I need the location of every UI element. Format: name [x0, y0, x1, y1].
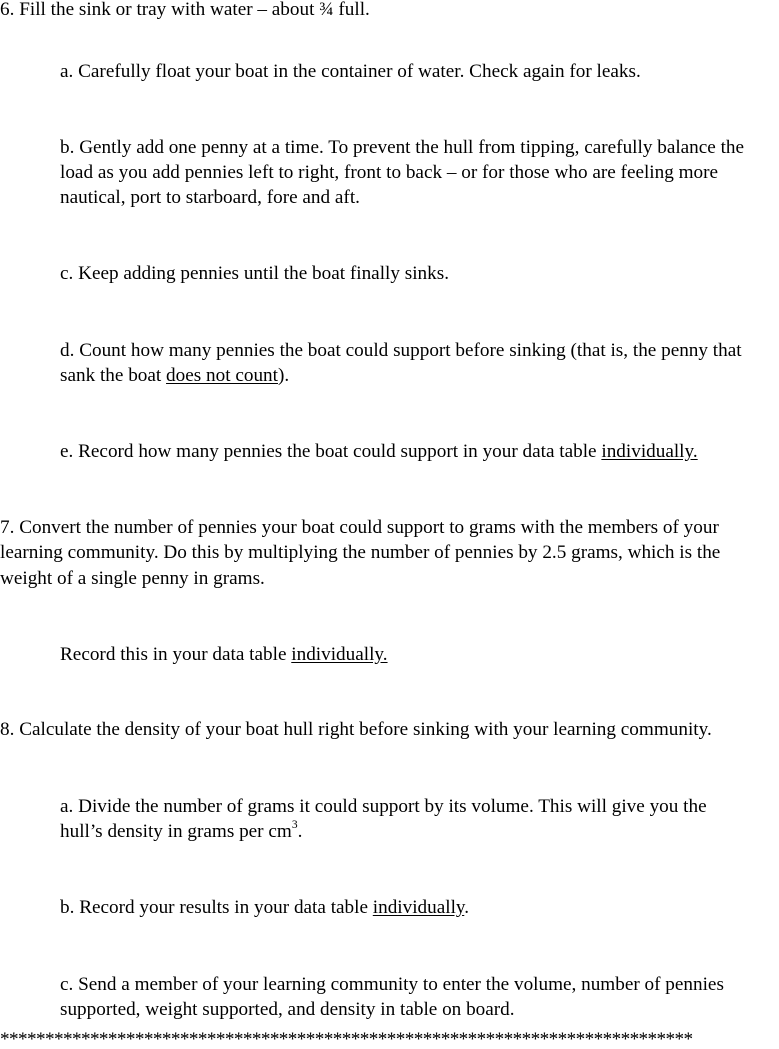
step-7-record: [60, 645, 388, 664]
step-6d-end: ).: [277, 365, 290, 386]
step-8b-text: b. Record your results in your data table: [60, 897, 373, 918]
step-6a: a. Carefully float your boat in the container of water. Check again for leaks.: [60, 61, 641, 82]
step-6e-emphasis: individually.: [601, 441, 698, 462]
step-8b-emphasis: individually: [372, 897, 465, 918]
step-8a-end: .: [297, 821, 303, 842]
step-8b-end: .: [464, 897, 470, 918]
step-8a-text: hull’s density in grams per cm: [60, 821, 292, 842]
step-8c-line-2: supported, weight supported, and density in table on board.: [60, 999, 515, 1020]
step-6b-line-3: nautical, port to starboard, fore and aft.: [60, 187, 360, 208]
step-8-heading: 8. Calculate the density of your boat hull right before sinking with your learning community.: [0, 719, 712, 740]
asterisk-divider: *****************************************************************************: [0, 1030, 693, 1049]
step-6-heading: 6. Fill the sink or tray with water – about ¾ full.: [0, 0, 370, 20]
step-8a-superscript: 3: [291, 819, 298, 832]
step-8a-line-2: [60, 819, 303, 842]
step-6e-text: e. Record how many pennies the boat could support in your data table: [60, 441, 602, 462]
step-6d-text: sank the boat: [60, 365, 167, 386]
step-6c: c. Keep adding pennies until the boat finally sinks.: [60, 263, 449, 284]
step-8c-line-1: c. Send a member of your learning community to enter the volume, number of pennies: [60, 974, 724, 995]
step-8a-line-1: a. Divide the number of grams it could support by its volume. This will give you the: [60, 796, 707, 817]
step-8b: [60, 898, 469, 917]
step-6b-line-1: b. Gently add one penny at a time. To prevent the hull from tipping, carefully balance the: [60, 137, 745, 158]
step-7-record-text: Record this in your data table: [60, 644, 292, 665]
step-6d-line-1: d. Count how many pennies the boat could support before sinking (that is, the penny that: [60, 340, 742, 361]
step-6d-emphasis: does not count: [166, 365, 278, 386]
step-6d-line-2: [60, 366, 289, 385]
step-7-line-1: 7. Convert the number of pennies your boat could support to grams with the members of your: [0, 517, 719, 538]
step-7-line-3: weight of a single penny in grams.: [0, 568, 265, 589]
step-6b-line-2: load as you add pennies left to right, front to back – or for those who are feeling more: [60, 162, 719, 183]
step-7-record-emphasis: individually.: [291, 644, 388, 665]
step-7-line-2: learning community. Do this by multiplying the number of pennies by 2.5 grams, which is the: [0, 542, 721, 563]
step-6e: [60, 442, 698, 461]
